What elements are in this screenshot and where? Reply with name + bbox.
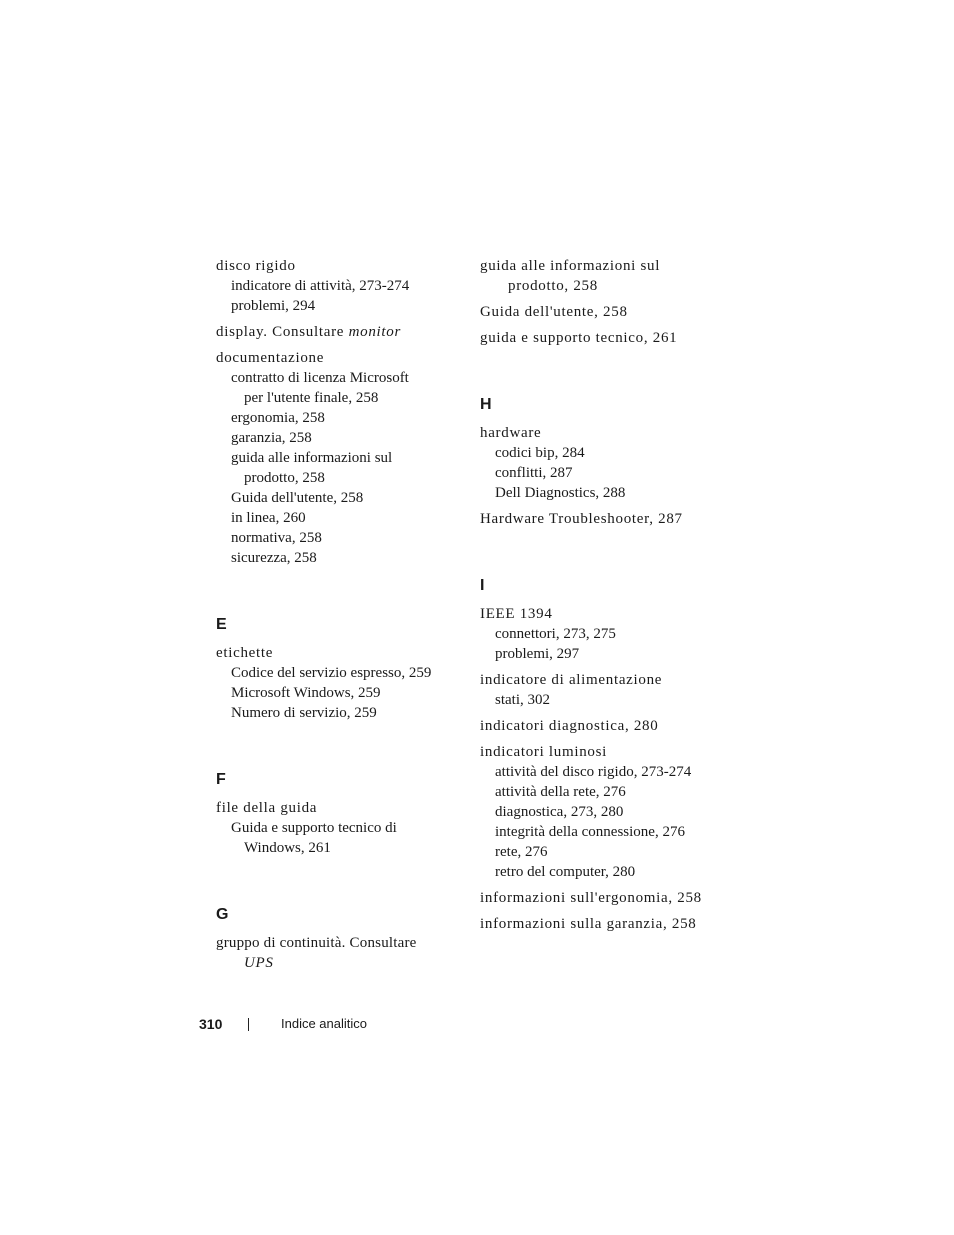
section-letter-h: H: [480, 396, 492, 413]
section-letter-i: I: [480, 577, 485, 594]
index-subterm: problemi, 294: [231, 298, 316, 314]
index-term-text: display. Consultare: [216, 324, 349, 340]
index-term: documentazione: [216, 350, 325, 366]
index-entry-hardware: [480, 423, 730, 503]
footer-separator: [248, 1018, 249, 1031]
index-subterm-continued: per l'utente finale, 258: [244, 390, 379, 406]
index-term: guida alle informazioni sul: [480, 258, 661, 274]
index-subterm: indicatore di attività, 273-274: [231, 278, 410, 294]
index-term: informazioni sull'ergonomia, 258: [480, 890, 702, 906]
index-subterm: Microsoft Windows, 259: [231, 685, 381, 701]
index-entry-gruppo-di-continuita: [216, 933, 466, 973]
index-entry-guida-supporto: [480, 328, 730, 348]
cross-reference-line: [244, 953, 466, 973]
index-term: informazioni sulla garanzia, 258: [480, 916, 697, 932]
index-subterm-continued: Windows, 261: [244, 840, 331, 856]
index-subterm: diagnostica, 273, 280: [495, 804, 624, 820]
index-subterm: ergonomia, 258: [231, 410, 325, 426]
page-footer: [199, 1014, 367, 1035]
index-term: [216, 322, 466, 342]
index-entry-guida-alle-informazioni: [480, 256, 730, 296]
cross-reference: UPS: [244, 955, 274, 971]
index-entry-file-della-guida: [216, 798, 466, 858]
index-entry-display: [216, 322, 466, 342]
index-term-continued: prodotto, 258: [508, 278, 598, 294]
index-column-left: [216, 256, 466, 979]
index-term: file della guida: [216, 800, 318, 816]
index-term: guida e supporto tecnico, 261: [480, 330, 678, 346]
index-term: hardware: [480, 425, 542, 441]
index-subterm: conflitti, 287: [495, 465, 573, 481]
index-subterm: guida alle informazioni sul: [231, 450, 393, 466]
index-subterm: problemi, 297: [495, 646, 580, 662]
index-term: indicatore di alimentazione: [480, 672, 663, 688]
index-entry-ieee-1394: [480, 604, 730, 664]
index-subterm: normativa, 258: [231, 530, 322, 546]
index-subterm: Guida e supporto tecnico di: [231, 820, 397, 836]
index-entry-indicatori-luminosi: [480, 742, 730, 882]
index-subterm: attività del disco rigido, 273-274: [495, 764, 692, 780]
footer-section-title: Indice analitico: [281, 1016, 367, 1031]
index-entry-documentazione: [216, 348, 466, 568]
index-entry-informazioni-ergonomia: [480, 888, 730, 908]
index-subterm: codici bip, 284: [495, 445, 585, 461]
index-subterm: retro del computer, 280: [495, 864, 636, 880]
index-term: IEEE 1394: [480, 606, 553, 622]
index-subterm-continued: prodotto, 258: [244, 470, 325, 486]
index-term: disco rigido: [216, 258, 296, 274]
index-subterm: stati, 302: [495, 692, 550, 708]
index-subterm: Dell Diagnostics, 288: [495, 485, 626, 501]
index-subterm: Guida dell'utente, 258: [231, 490, 364, 506]
index-subterm: attività della rete, 276: [495, 784, 626, 800]
index-entry-guida-utente: [480, 302, 730, 322]
section-letter-g: G: [216, 906, 229, 923]
index-subterm: Numero di servizio, 259: [231, 705, 377, 721]
index-subterm: rete, 276: [495, 844, 548, 860]
index-subterm: connettori, 273, 275: [495, 626, 616, 642]
index-subterm: in linea, 260: [231, 510, 306, 526]
index-term: indicatori diagnostica, 280: [480, 718, 659, 734]
index-entry-hardware-troubleshooter: [480, 509, 730, 529]
index-subterm: contratto di licenza Microsoft: [231, 370, 409, 386]
section-letter-f: F: [216, 771, 226, 788]
index-entry-indicatore-alimentazione: [480, 670, 730, 710]
index-entry-informazioni-garanzia: [480, 914, 730, 934]
page-number: 310: [199, 1016, 223, 1032]
index-term: gruppo di continuità. Consultare: [216, 935, 417, 951]
index-subterm: garanzia, 258: [231, 430, 312, 446]
index-term: indicatori luminosi: [480, 744, 608, 760]
index-subterm: sicurezza, 258: [231, 550, 317, 566]
index-term: etichette: [216, 645, 274, 661]
index-subterm: Codice del servizio espresso, 259: [231, 665, 432, 681]
section-letter-e: E: [216, 616, 227, 633]
index-term: Guida dell'utente, 258: [480, 304, 628, 320]
index-term: Hardware Troubleshooter, 287: [480, 511, 683, 527]
index-entry-indicatori-diagnostica: [480, 716, 730, 736]
index-entry-etichette: [216, 643, 466, 723]
index-column-right: [480, 256, 730, 940]
cross-reference: monitor: [348, 324, 401, 340]
index-subterm: integrità della connessione, 276: [495, 824, 685, 840]
index-entry-disco-rigido: [216, 256, 466, 316]
